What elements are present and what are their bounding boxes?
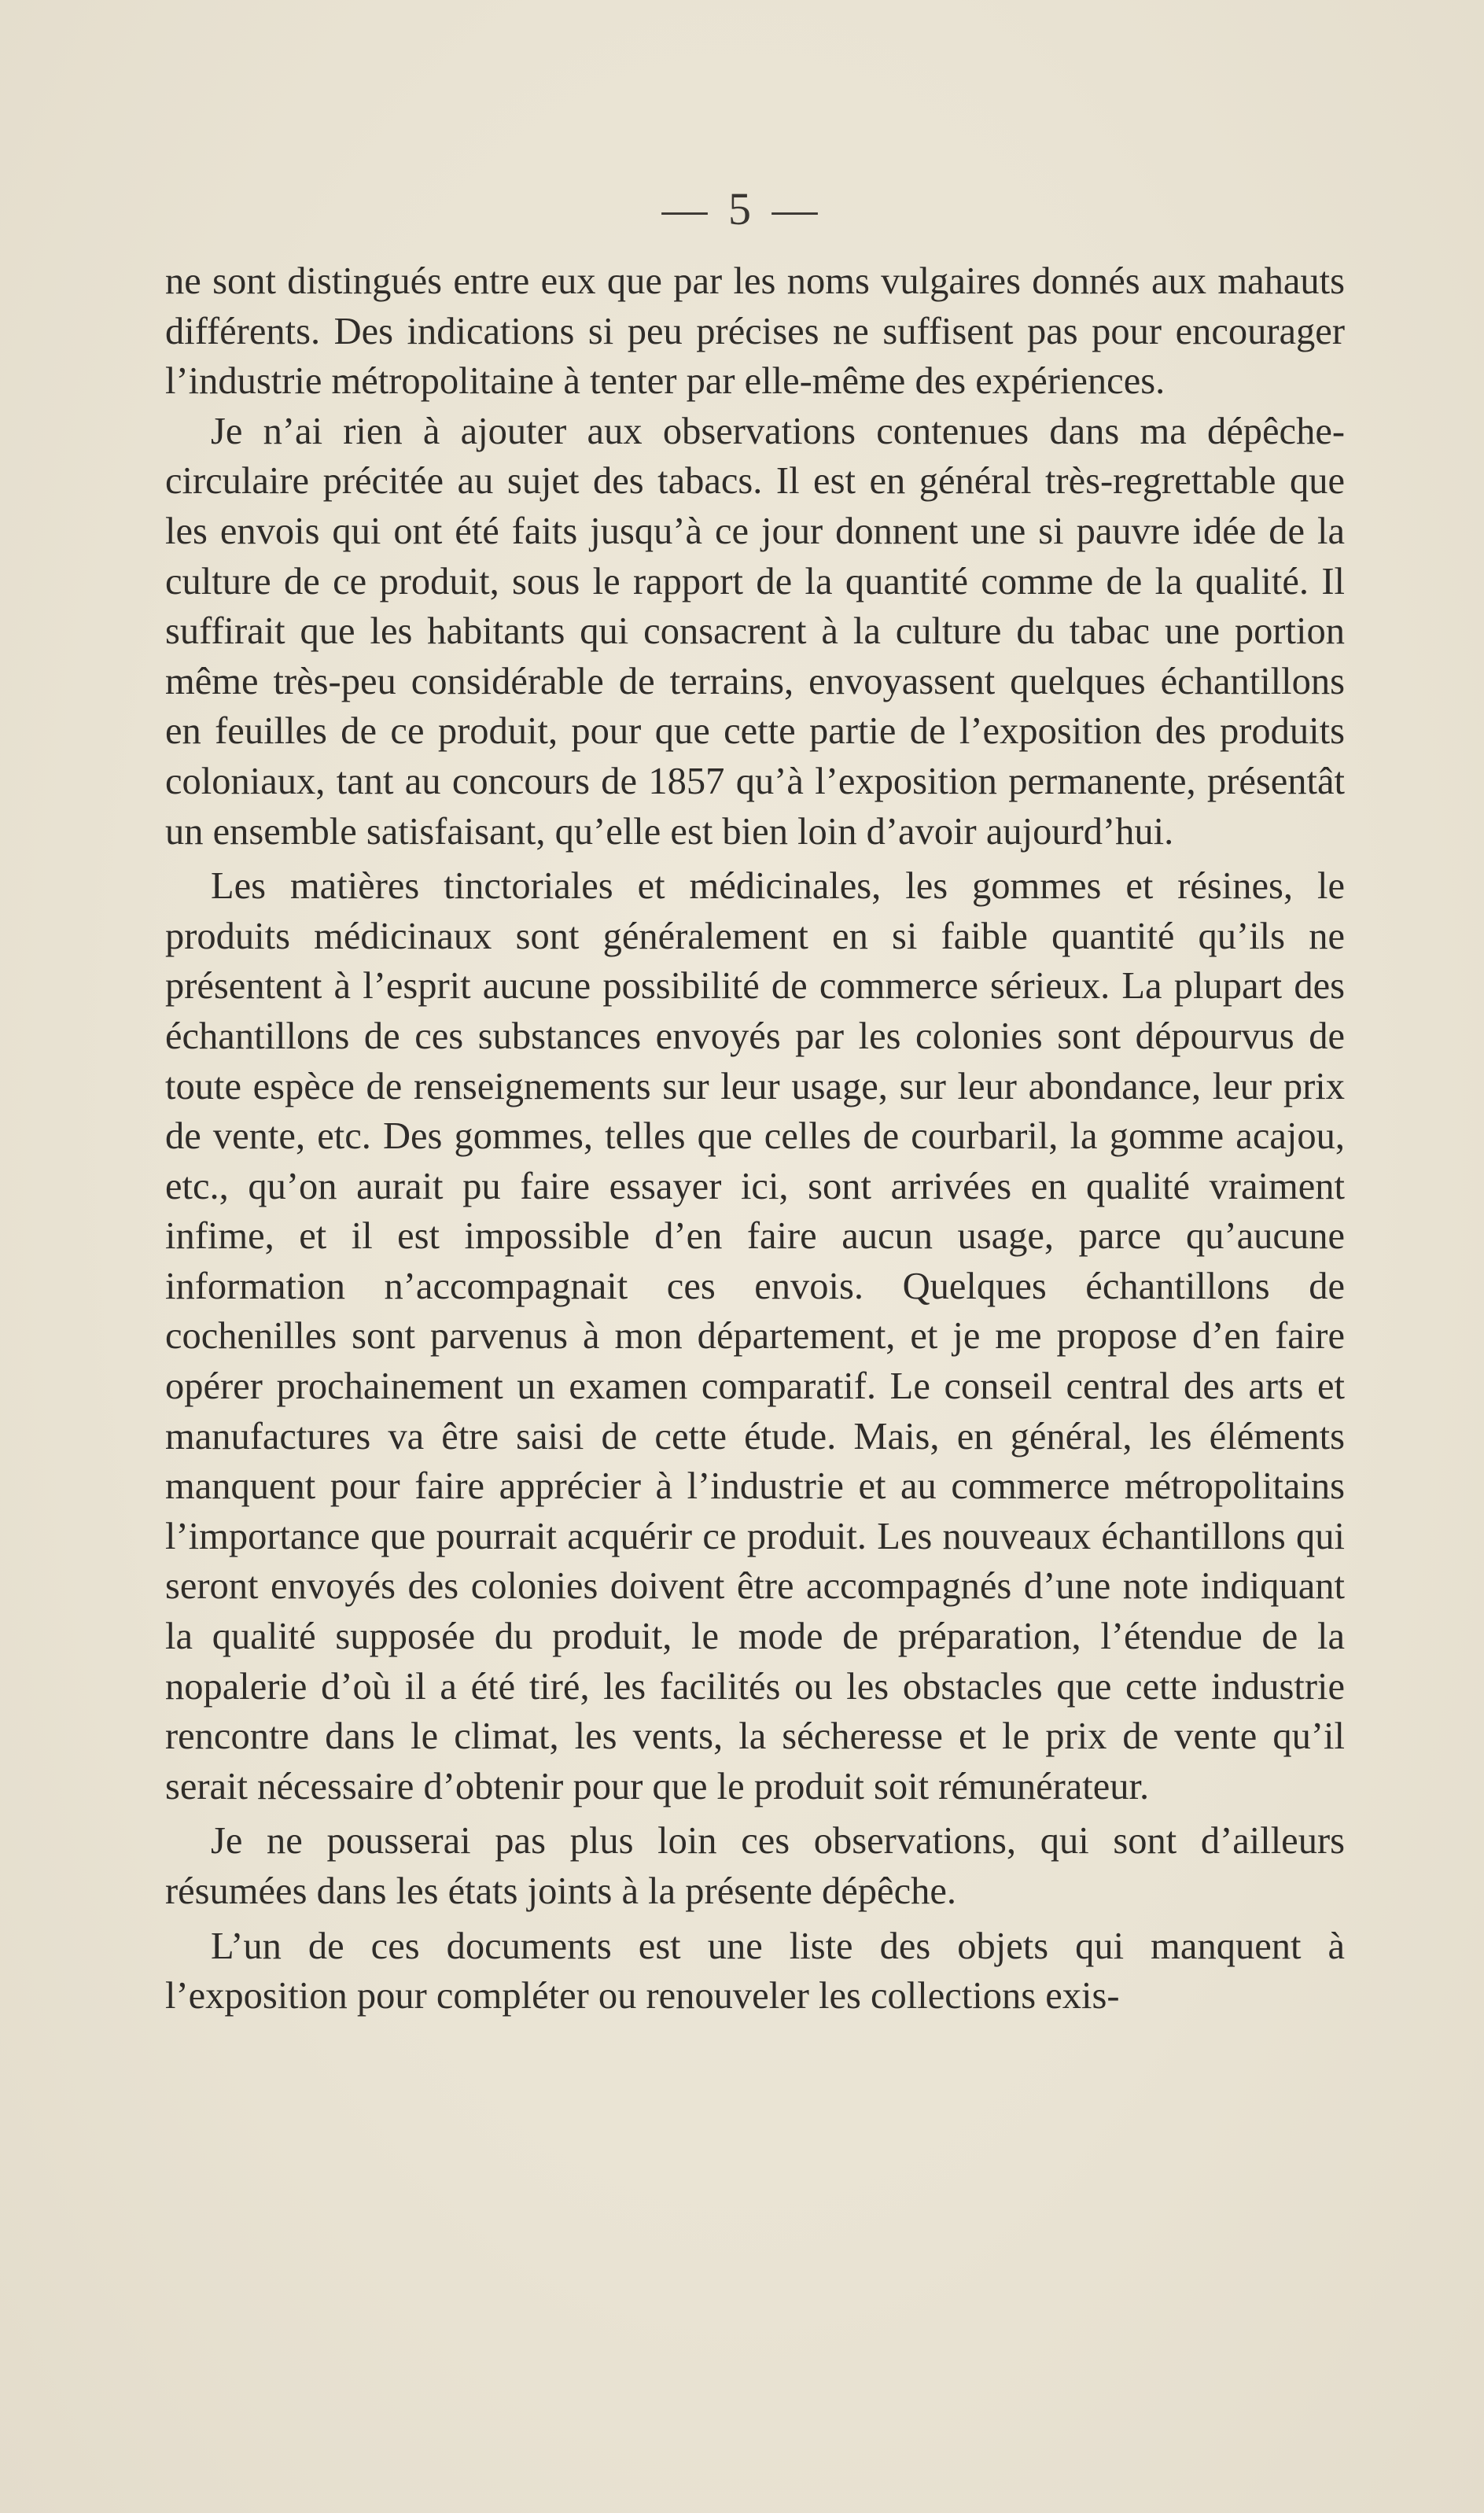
paragraph: L’un de ces documents est une liste des objets qui manquent à l’exposition pour compléter ou renouveler les collections exis-: [165, 1925, 1345, 2017]
paragraph: Je ne pousserai pas plus loin ces observations, qui sont d’ailleurs résumées dans les états joints à la présente dépêche.: [165, 1820, 1345, 1912]
paragraph: Je n’ai rien à ajouter aux observations contenues dans ma dépêche-circulaire précitée au sujet des tabacs. Il est en général très-regrettable que les envois qui ont été faits jusqu’à ce jour donnent une si pauvre idée de la culture de ce produit, sous le rapport de la quantité comme de la qualité. Il suffirait que les habitants qui consacrent à la culture du tabac une portion même très-peu considérable de terrains, envoyassent quelques échantillons en feuilles de ce produit, pour que cette partie de l’exposition des produits coloniaux, tant au concours de 1857 qu’à l’exposition permanente, présentât un ensemble satisfaisant, qu’elle est bien loin d’avoir aujourd’hui.: [165, 410, 1345, 853]
paragraph: ne sont distingués entre eux que par les noms vulgaires donnés aux mahauts différents. Des indications si peu précises ne suffisent pas pour encourager l’industrie métropolitaine à tenter par elle-même des expériences.: [165, 260, 1345, 403]
body-text: [165, 256, 1345, 2021]
paragraph: Les matières tinctoriales et médicinales, les gommes et résines, le produits médicinaux sont généralement en si faible quantité qu’ils ne présentent à l’esprit aucune possibilité de commerce sérieux. La plupart des échantillons de ces substances envoyés par les colonies sont dépourvus de toute espèce de renseignements sur leur usage, sur leur abondance, leur prix de vente, etc. Des gommes, telles que celles de courbaril, la gomme acajou, etc., qu’on aurait pu faire essayer ici, sont arrivées en qualité vraiment infime, et il est impossible d’en faire aucun usage, parce qu’aucune information n’accompagnait ces envois. Quelques échantillons de cochenilles sont parvenus à mon département, et je me propose d’en faire opérer prochainement un examen comparatif. Le conseil central des arts et manufactures va être saisi de cette étude. Mais, en général, les éléments manquent pour faire apprécier à l’industrie et au commerce métropolitains l’importance que pourrait acquérir ce produit. Les nouveaux échantillons qui seront envoyés des colonies doivent être accompagnés d’une note indiquant la qualité supposée du produit, le mode de préparation, l’étendue de la nopalerie d’où il a été tiré, les facilités ou les obstacles que cette industrie rencontre dans le climat, les vents, la sécheresse et le prix de vente qu’il serait nécessaire d’obtenir pour que le produit soit rémunérateur.: [165, 865, 1345, 1807]
page-number: — 5 —: [661, 183, 823, 234]
